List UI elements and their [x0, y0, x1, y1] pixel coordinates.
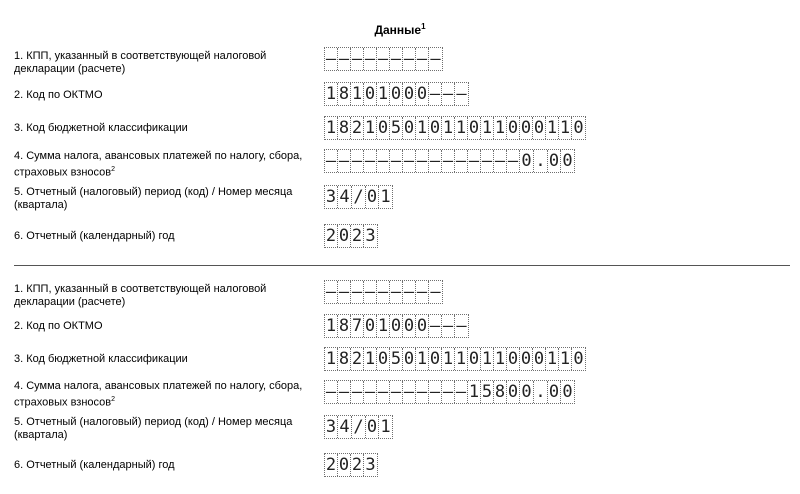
field-cell[interactable]: – — [377, 151, 389, 171]
field-cell[interactable]: 1 — [468, 382, 480, 402]
field-cell[interactable]: 0 — [403, 118, 415, 138]
field-cell[interactable]: 5 — [481, 382, 493, 402]
field-cell[interactable]: 0 — [338, 226, 350, 246]
field-cell[interactable]: – — [429, 84, 441, 104]
field-cell[interactable]: – — [351, 382, 363, 402]
field-cell[interactable]: 1 — [559, 118, 571, 138]
field-cell[interactable]: – — [507, 151, 519, 171]
field-label-text: 4. Сумма налога, авансовых платежей по налогу, сбора, страховых взносов — [14, 380, 303, 409]
field-separator: . — [533, 150, 547, 172]
field-cell[interactable]: 1 — [442, 349, 454, 369]
field-label — [14, 150, 314, 180]
field-cell[interactable]: – — [325, 382, 337, 402]
field-cell[interactable]: – — [325, 49, 337, 69]
field-cell[interactable]: 0 — [548, 151, 560, 171]
field-cell[interactable]: 0 — [507, 349, 519, 369]
field-label — [14, 50, 314, 76]
field-cell[interactable]: – — [468, 151, 480, 171]
field-cell[interactable]: – — [351, 49, 363, 69]
field-cell[interactable]: 8 — [338, 316, 350, 336]
field-cell[interactable]: – — [351, 282, 363, 302]
field-cell[interactable]: – — [442, 151, 454, 171]
field-cell[interactable]: 1 — [481, 118, 493, 138]
field-cell[interactable]: 1 — [325, 118, 337, 138]
field-cell[interactable]: 1 — [364, 349, 376, 369]
field-cell[interactable]: – — [390, 282, 402, 302]
field-label-text: 1. КПП, указанный в соответствующей налоговой декларации (расчете) — [14, 283, 267, 308]
field-cell[interactable]: – — [364, 49, 376, 69]
field-cell[interactable]: – — [442, 84, 454, 104]
field-cell[interactable]: 8 — [338, 84, 350, 104]
field-cell[interactable]: 5 — [390, 349, 402, 369]
field-cell[interactable]: – — [416, 151, 428, 171]
form-title — [0, 22, 800, 37]
field-cell[interactable]: 3 — [325, 187, 337, 207]
field-cells[interactable] — [324, 347, 586, 371]
field-cell[interactable]: – — [455, 382, 467, 402]
field-cell[interactable]: – — [338, 151, 350, 171]
field-cell[interactable]: – — [430, 49, 441, 69]
field-cell[interactable]: 1 — [494, 349, 506, 369]
field-cell[interactable]: 1 — [416, 349, 428, 369]
field-label — [14, 459, 314, 472]
field-cell[interactable]: 0 — [377, 118, 389, 138]
field-separator: / — [351, 416, 365, 438]
field-cell[interactable]: – — [494, 151, 506, 171]
field-cell[interactable]: – — [456, 316, 467, 336]
field-cell[interactable]: 1 — [380, 187, 391, 207]
field-cell[interactable]: 0 — [520, 118, 532, 138]
field-cell[interactable]: 1 — [377, 316, 389, 336]
field-cell[interactable]: 2 — [325, 226, 337, 246]
field-cell[interactable]: 0 — [507, 382, 519, 402]
field-label-text: 2. Код по ОКТМО — [14, 89, 103, 101]
field-label-text: 5. Отчетный (налоговый) период (код) / Номер месяца (квартала) — [14, 186, 293, 211]
field-label — [14, 353, 314, 366]
field-cell[interactable]: – — [390, 382, 402, 402]
field-cell[interactable]: 0 — [533, 349, 545, 369]
field-cell[interactable]: – — [403, 49, 415, 69]
field-cell[interactable]: 1 — [325, 84, 337, 104]
field-cell[interactable]: 0 — [390, 316, 402, 336]
field-cell[interactable]: 3 — [365, 226, 376, 246]
field-cell[interactable]: 1 — [325, 349, 337, 369]
field-cell[interactable]: – — [377, 382, 389, 402]
field-label-text: 5. Отчетный (налоговый) период (код) / Номер месяца (квартала) — [14, 416, 293, 441]
field-cell[interactable]: 0 — [429, 349, 441, 369]
field-cell[interactable]: – — [442, 316, 454, 336]
field-cell[interactable]: 1 — [351, 84, 363, 104]
field-cell[interactable]: – — [325, 151, 337, 171]
field-cell[interactable]: 0 — [562, 382, 573, 402]
field-cell[interactable]: 1 — [546, 118, 558, 138]
field-cell[interactable]: 0 — [377, 349, 389, 369]
field-cell[interactable]: 2 — [351, 455, 363, 475]
field-label-text: 4. Сумма налога, авансовых платежей по налогу, сбора, страховых взносов — [14, 150, 303, 179]
field-label — [14, 416, 314, 442]
field-cell[interactable]: 0 — [364, 316, 376, 336]
field-cells[interactable] — [324, 380, 575, 404]
field-cell[interactable]: – — [429, 151, 441, 171]
field-label-text: 6. Отчетный (календарный) год — [14, 459, 175, 471]
field-cell[interactable]: – — [429, 316, 441, 336]
field-cell[interactable]: 4 — [339, 187, 350, 207]
field-cell[interactable]: – — [351, 151, 363, 171]
field-cells[interactable] — [324, 453, 378, 477]
field-cell[interactable]: – — [403, 382, 415, 402]
field-cells[interactable] — [324, 82, 469, 106]
field-cell[interactable]: 1 — [325, 316, 337, 336]
field-cell[interactable]: – — [364, 282, 376, 302]
field-cell[interactable]: – — [456, 84, 467, 104]
field-footnote: 2 — [111, 396, 116, 403]
field-cell[interactable]: 7 — [351, 316, 363, 336]
field-cells[interactable] — [324, 149, 575, 173]
field-cell[interactable]: – — [377, 49, 389, 69]
field-cell[interactable]: 0 — [429, 118, 441, 138]
field-cell[interactable]: 0 — [573, 118, 584, 138]
field-cell[interactable]: 0 — [403, 84, 415, 104]
field-cell[interactable]: – — [416, 49, 428, 69]
field-cell[interactable]: 4 — [339, 417, 350, 437]
field-cell[interactable]: 0 — [533, 118, 545, 138]
field-cell[interactable]: 1 — [380, 417, 391, 437]
field-cell[interactable]: – — [455, 151, 467, 171]
field-cell[interactable]: 0 — [416, 316, 428, 336]
field-cell[interactable]: 0 — [468, 118, 480, 138]
field-cell[interactable]: – — [403, 282, 415, 302]
field-cell[interactable]: 2 — [351, 118, 363, 138]
field-separator: . — [533, 381, 547, 403]
field-cell[interactable]: – — [416, 282, 428, 302]
field-cell[interactable]: – — [364, 382, 376, 402]
field-cell[interactable]: 0 — [548, 382, 560, 402]
field-cell[interactable]: – — [390, 151, 402, 171]
field-label-text: 3. Код бюджетной классификации — [14, 122, 188, 134]
field-cell[interactable]: – — [442, 382, 454, 402]
field-label — [14, 230, 314, 243]
field-cell[interactable]: 0 — [366, 187, 378, 207]
field-label — [14, 186, 314, 212]
field-cell[interactable]: 0 — [403, 349, 415, 369]
field-cell[interactable]: 0 — [364, 84, 376, 104]
field-cell[interactable]: 0 — [416, 84, 428, 104]
field-label-text: 3. Код бюджетной классификации — [14, 353, 188, 365]
field-cells[interactable] — [324, 47, 443, 71]
form-title-footnote: 1 — [421, 22, 426, 31]
field-cell[interactable]: – — [430, 282, 441, 302]
field-cell[interactable]: 2 — [351, 226, 363, 246]
field-cell[interactable]: 8 — [338, 118, 350, 138]
field-cell[interactable]: 1 — [442, 118, 454, 138]
field-cell[interactable]: 1 — [546, 349, 558, 369]
field-footnote: 2 — [111, 166, 116, 173]
field-label — [14, 283, 314, 309]
field-cell[interactable]: 1 — [494, 118, 506, 138]
field-label-text: 2. Код по ОКТМО — [14, 320, 103, 332]
field-cell[interactable]: 1 — [559, 349, 571, 369]
field-cell[interactable]: 8 — [338, 349, 350, 369]
field-cell[interactable]: 0 — [338, 455, 350, 475]
field-cell[interactable]: – — [377, 282, 389, 302]
field-cell[interactable]: 1 — [455, 118, 467, 138]
field-cell[interactable]: 0 — [521, 151, 532, 171]
field-cell[interactable]: 1 — [377, 84, 389, 104]
field-cell[interactable]: – — [338, 282, 350, 302]
field-cell[interactable]: 5 — [390, 118, 402, 138]
field-cell[interactable]: – — [403, 151, 415, 171]
field-cells[interactable] — [324, 415, 393, 439]
field-cell[interactable]: – — [429, 382, 441, 402]
field-label — [14, 89, 314, 102]
field-cells[interactable] — [324, 314, 469, 338]
field-cell[interactable]: 0 — [468, 349, 480, 369]
field-cell[interactable]: – — [338, 382, 350, 402]
field-cell[interactable]: 0 — [507, 118, 519, 138]
form-title-text: Данные — [374, 23, 422, 37]
field-cell[interactable]: – — [338, 49, 350, 69]
field-cells[interactable] — [324, 185, 393, 209]
field-cell[interactable]: – — [481, 151, 493, 171]
field-cell[interactable]: 0 — [521, 382, 532, 402]
field-cell[interactable]: 1 — [455, 349, 467, 369]
field-cell[interactable]: 0 — [366, 417, 378, 437]
field-cells[interactable] — [324, 116, 586, 140]
field-cell[interactable]: – — [416, 382, 428, 402]
field-label — [14, 122, 314, 135]
field-cell[interactable]: 0 — [573, 349, 584, 369]
field-cell[interactable]: – — [325, 282, 337, 302]
field-cell[interactable]: 3 — [325, 417, 337, 437]
field-cell[interactable]: 0 — [562, 151, 573, 171]
field-label — [14, 380, 314, 410]
field-cell[interactable]: 0 — [390, 84, 402, 104]
field-separator: / — [351, 186, 365, 208]
field-cell[interactable]: 2 — [325, 455, 337, 475]
field-cell[interactable]: – — [390, 49, 402, 69]
field-label-text: 6. Отчетный (календарный) год — [14, 230, 175, 242]
field-cells[interactable] — [324, 280, 443, 304]
field-label — [14, 320, 314, 333]
field-cell[interactable]: 0 — [520, 349, 532, 369]
field-cell[interactable]: 0 — [403, 316, 415, 336]
field-cell[interactable]: 3 — [365, 455, 376, 475]
field-cell[interactable]: 2 — [351, 349, 363, 369]
field-cell[interactable]: 1 — [364, 118, 376, 138]
section-divider — [14, 265, 790, 266]
field-cell[interactable]: 1 — [481, 349, 493, 369]
field-cell[interactable]: 1 — [416, 118, 428, 138]
field-cell[interactable]: 8 — [494, 382, 506, 402]
field-label-text: 1. КПП, указанный в соответствующей налоговой декларации (расчете) — [14, 50, 267, 75]
field-cells[interactable] — [324, 224, 378, 248]
field-cell[interactable]: – — [364, 151, 376, 171]
